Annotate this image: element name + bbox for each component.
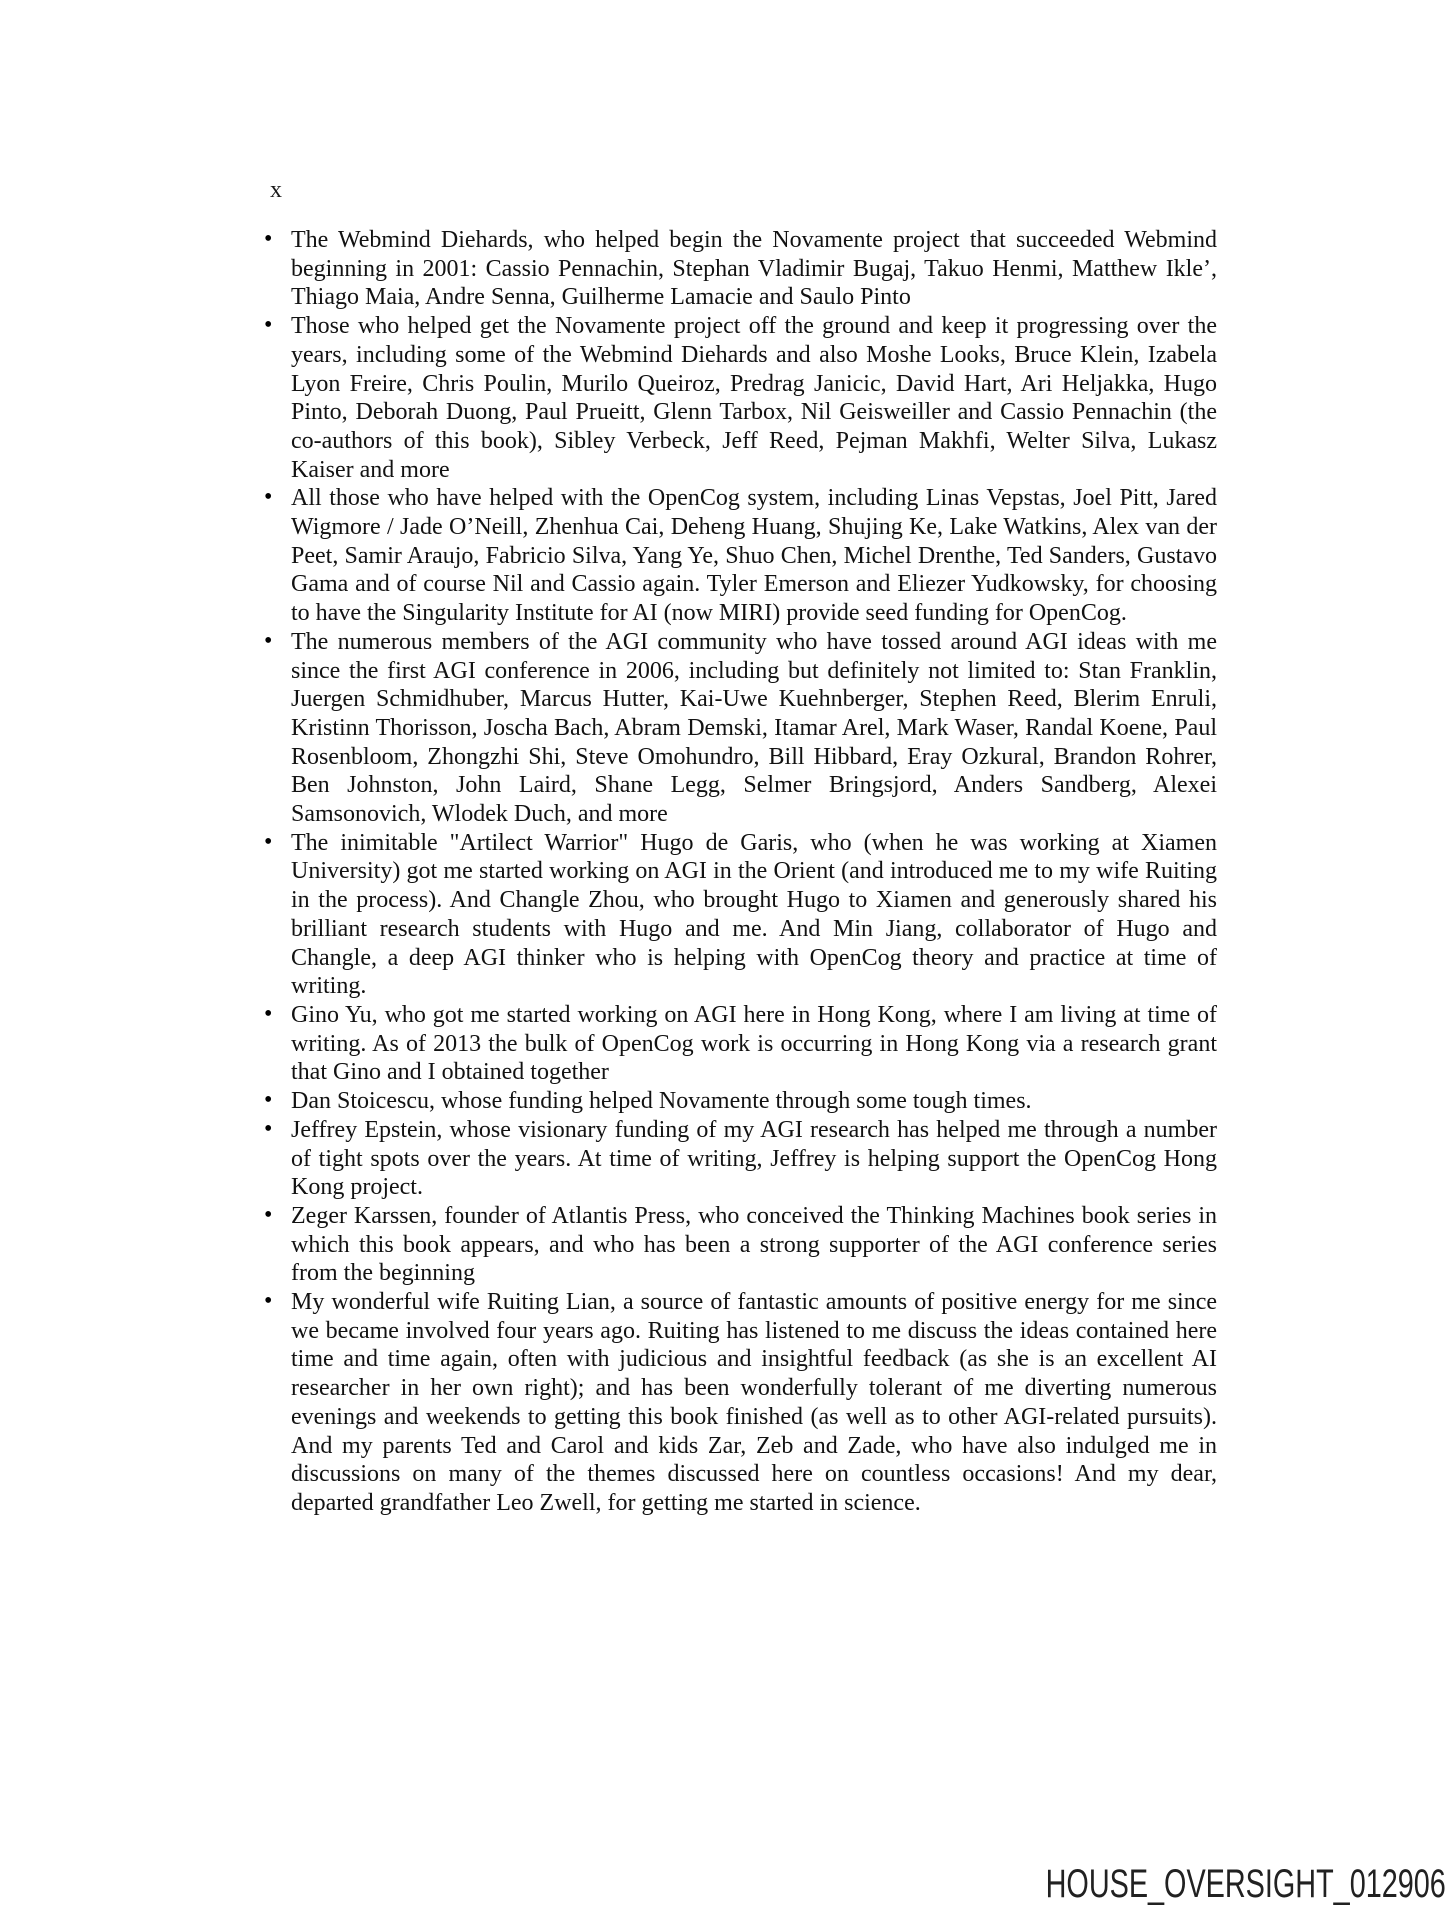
bullet-icon: • <box>264 484 273 511</box>
bullet-icon: • <box>264 226 273 252</box>
bullet-icon: • <box>264 1087 273 1114</box>
list-item-text: The inimitable "Artilect Warrior" Hugo de Garis, who (when he was working at Xiamen University) got me started working on AGI in the Orient (and introduced me to my wife Ruiting in the process). And Changle Zhou, who brought Hugo to Xiamen and generously shared his brilliant research students with Hugo and me. And Min Jiang, collaborator of Hugo and Changle, a deep AGI thinker who is helping with OpenCog theory and practice at time of writing. <box>291 829 1217 1000</box>
list-item <box>264 484 1217 628</box>
list-item-text: Jeffrey Epstein, whose visionary funding of my AGI research has helped me through a number of tight spots over the years. At time of writing, Jeffrey is helping support the OpenCog Hong Kong project. <box>291 1116 1217 1201</box>
bullet-icon: • <box>264 828 273 855</box>
list-item-text: The numerous members of the AGI community who have tossed around AGI ideas with me since the first AGI conference in 2006, including but definitely not limited to: Stan Franklin, Juergen Schmidhuber, Marcus Hutter, Kai-Uwe Kuehnberger, Stephen Reed, Blerim Enruli, Kristinn Thorisson, Joscha Bach, Abram Demski, Itamar Arel, Mark Waser, Randal Koene, Paul Rosenbloom, Zhongzhi Shi, Steve Omohundro, Bill Hibbard, Eray Ozkural, Brandon Rohrer, Ben Johnston, John Laird, Shane Legg, Selmer Bringsjord, Anders Sandberg, Alexei Samsonovich, Wlodek Duch, and more <box>291 628 1217 828</box>
bullet-icon: • <box>264 1115 273 1142</box>
list-item <box>264 1288 1217 1518</box>
list-item-text: Gino Yu, who got me started working on AGI here in Hong Kong, where I am living at time of writing. As of 2013 the bulk of OpenCog work is occurring in Hong Kong via a research grant that Gino and I obtained together <box>291 1001 1217 1086</box>
bullet-icon: • <box>264 627 273 654</box>
page-number: x <box>270 177 282 203</box>
list-item <box>264 1087 1217 1116</box>
acknowledgments-list <box>264 226 1217 1518</box>
list-item-text: Dan Stoicescu, whose funding helped Novamente through some tough times. <box>291 1088 1032 1115</box>
list-item-text: Those who helped get the Novamente project off the ground and keep it progressing over the years, including some of the Webmind Diehards and also Moshe Looks, Bruce Klein, Izabela Lyon Freire, Chris Poulin, Murilo Queiroz, Predrag Janicic, David Hart, Ari Heljakka, Hugo Pinto, Deborah Duong, Paul Prueitt, Glenn Tarbox, Nil Geisweiller and Cassio Pennachin (the co-authors of this book), Sibley Verbeck, Jeff Reed, Pejman Makhfi, Welter Silva, Lukasz Kaiser and more <box>291 313 1217 483</box>
list-item <box>264 226 1217 312</box>
bullet-icon: • <box>264 312 273 339</box>
list-item <box>264 1000 1217 1087</box>
bullet-icon: • <box>264 1000 273 1027</box>
list-item-text: All those who have helped with the OpenCog system, including Linas Vepstas, Joel Pitt, Jared Wigmore / Jade O’Neill, Zhenhua Cai, Deheng Huang, Shujing Ke, Lake Watkins, Alex van der Peet, Samir Araujo, Fabricio Silva, Yang Ye, Shuo Chen, Michel Drenthe, Ted Sanders, Gustavo Gama and of course Nil and Cassio again. Tyler Emerson and Eliezer Yudkowsky, for choosing to have the Singularity Institute for AI (now MIRI) provide seed funding for OpenCog. <box>291 485 1217 627</box>
bates-stamp: HOUSE_OVERSIGHT_012906 <box>1045 1862 1446 1906</box>
bullet-icon: • <box>264 1288 273 1315</box>
list-item <box>264 828 1217 1001</box>
list-item <box>264 627 1217 829</box>
list-item <box>264 1115 1217 1202</box>
bullet-icon: • <box>264 1201 273 1228</box>
list-item <box>264 1201 1217 1288</box>
list-item-text: The Webmind Diehards, who helped begin the Novamente project that succeeded Webmind beginning in 2001: Cassio Pennachin, Stephan Vladimir Bugaj, Takuo Henmi, Matthew Ikle’, Thiago Maia, Andre Senna, Guilherme Lamacie and Saulo Pinto <box>291 227 1217 311</box>
list-item-text: My wonderful wife Ruiting Lian, a source of fantastic amounts of positive energy for me since we became involved four years ago. Ruiting has listened to me discuss the ideas contained here time and time again, often with judicious and insightful feedback (as she is an excellent AI researcher in her own right); and has been wonderfully tolerant of me diverting numerous evenings and weekends to getting this book finished (as well as to other AGI-related pursuits). And my parents Ted and Carol and kids Zar, Zeb and Zade, who have also indulged me in discussions on many of the themes discussed here on countless occasions! And my dear, departed grandfather Leo Zwell, for getting me started in science. <box>291 1289 1217 1516</box>
list-item-text: Zeger Karssen, founder of Atlantis Press, who conceived the Thinking Machines book series in which this book appears, and who has been a strong supporter of the AGI conference series from the beginning <box>291 1202 1217 1287</box>
list-item <box>264 312 1217 484</box>
